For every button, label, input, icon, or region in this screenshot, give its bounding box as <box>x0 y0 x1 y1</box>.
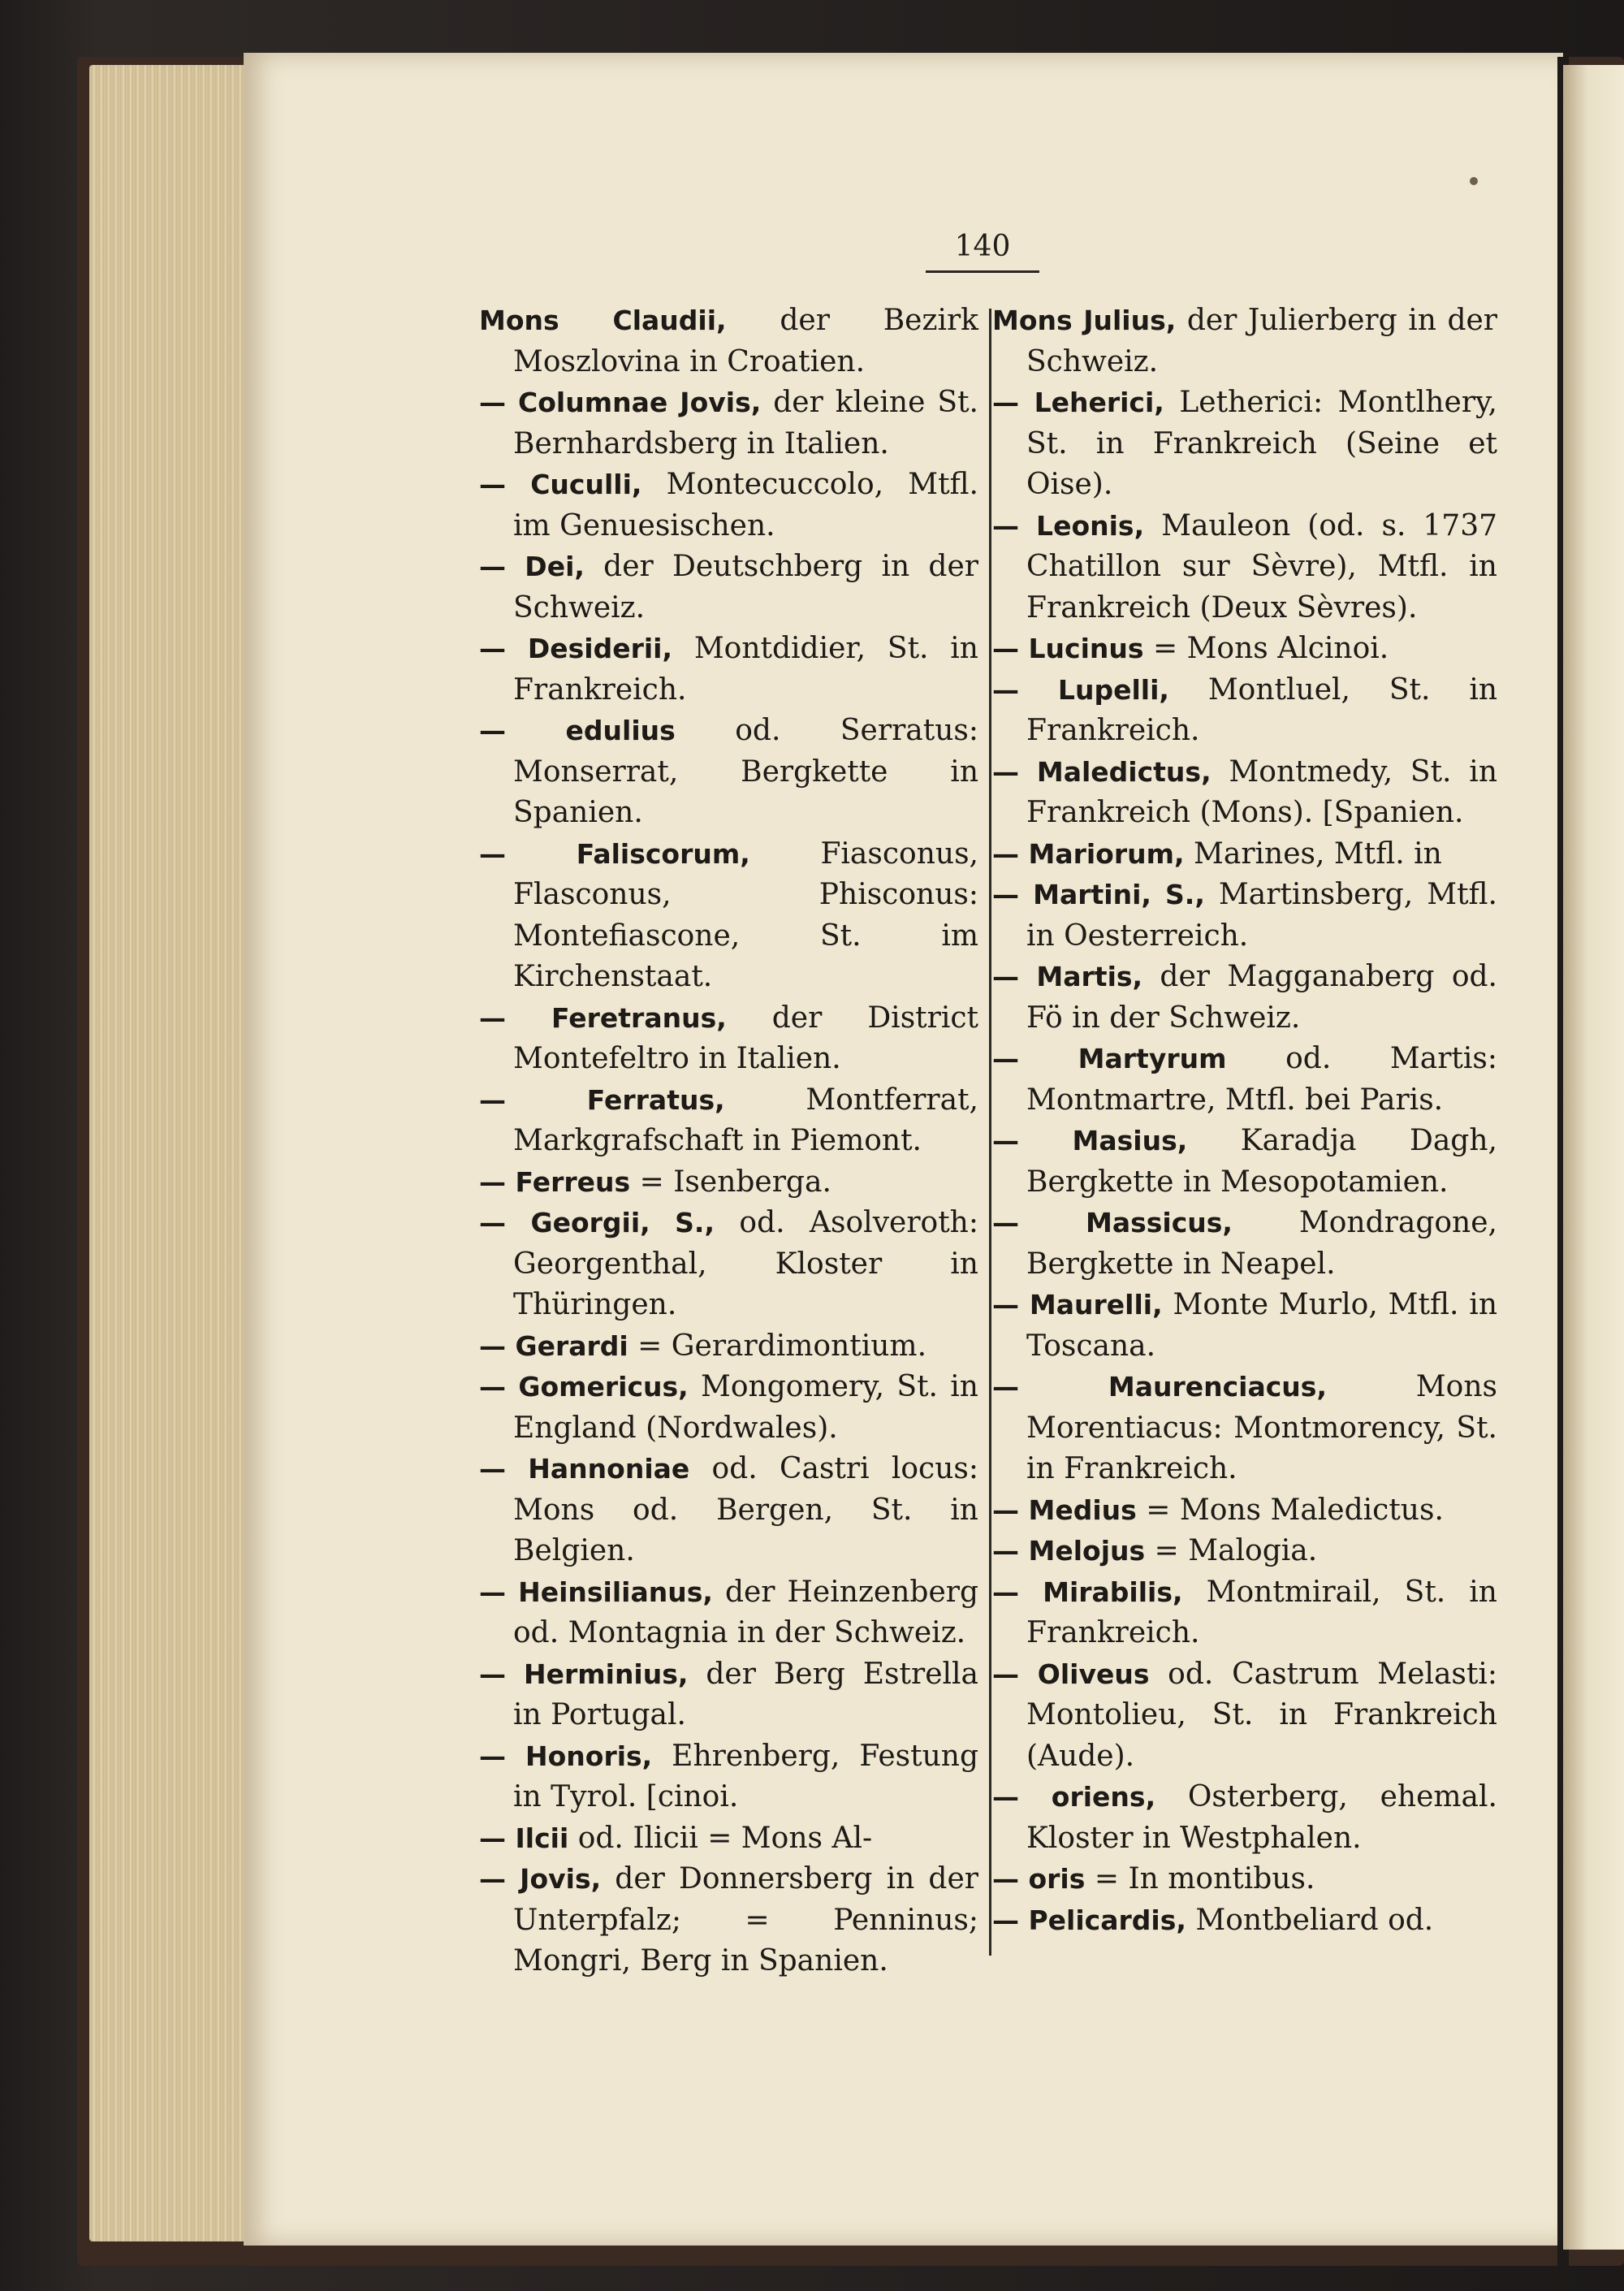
entry-headword: — Feretranus, <box>479 1001 727 1034</box>
dictionary-entry <box>479 547 978 629</box>
entry-definition: Letherici: Montlhery, St. in Frankreich (Seine et Oise). <box>1026 386 1497 501</box>
dictionary-entry <box>479 1449 978 1572</box>
entry-headword: — Martis, <box>992 961 1143 992</box>
entry-definition: Montecuccolo, Mtfl. im Genuesischen. <box>513 468 978 542</box>
entry-definition: Montferrat, Markgrafschaft in Piemont. <box>513 1083 978 1157</box>
entry-headword: — Maledictus, <box>992 755 1212 788</box>
entry-definition: der Donnersberg in der Unterpfalz; = Penninus; Mongri, Berg in Spanien. <box>513 1862 978 1978</box>
entry-headword: — Georgii, S., <box>479 1207 715 1238</box>
dictionary-entry <box>479 1654 978 1736</box>
entry-definition: Montmedy, St. in Frankreich (Mons). [Spanien. <box>1026 754 1497 829</box>
entry-definition: Karadja Dagh, Bergkette in Mesopotamien. <box>1026 1124 1497 1199</box>
entry-headword: Mons Claudii, <box>479 305 727 336</box>
dictionary-entry <box>992 300 1497 383</box>
entry-definition: der Deutschberg in der Schweiz. <box>513 550 978 625</box>
entry-definition: Ehrenberg, Festung in Tyrol. [cinoi. <box>513 1739 978 1813</box>
dictionary-entry <box>479 998 978 1080</box>
entry-headword: Mons Julius, <box>992 305 1177 336</box>
dictionary-entry <box>992 834 1497 875</box>
dictionary-entry <box>479 1367 978 1449</box>
entry-definition: der kleine St. Bernhardsberg in Italien. <box>513 386 978 460</box>
entry-headword: — Ferratus, <box>479 1083 725 1116</box>
facing-page-edge <box>1563 65 1624 2250</box>
entry-definition: der Heinzenberg od. Montagnia in der Schweiz. <box>513 1575 978 1649</box>
dictionary-entry <box>992 1654 1497 1778</box>
dictionary-entry <box>992 1039 1497 1121</box>
entry-definition: Montluel, St. in Frankreich. <box>1026 672 1498 747</box>
entry-definition: Mons Morentiacus: Montmorency, St. in Frankreich. <box>1026 1370 1497 1485</box>
dictionary-entry <box>992 1367 1497 1490</box>
entry-headword: — Mirabilis, <box>992 1576 1183 1608</box>
entry-headword: — edulius <box>479 715 676 746</box>
entry-definition: = Malogia. <box>1145 1534 1318 1567</box>
dictionary-entry <box>479 1080 978 1162</box>
entry-headword: — Melojus <box>992 1535 1146 1567</box>
entry-definition: = Gerardimontium. <box>628 1329 927 1363</box>
dictionary-entry <box>479 383 978 465</box>
entry-definition: der District Montefeltro in Italien. <box>513 1001 978 1075</box>
entry-headword: — Columnae Jovis, <box>479 387 762 418</box>
entry-definition: od. Ilicii = Mons Al- <box>568 1821 873 1855</box>
entry-definition: Montmirail, St. in Frankreich. <box>1026 1575 1497 1649</box>
entry-definition: der Berg Estrella in Portugal. <box>513 1657 978 1731</box>
entry-headword: — Martini, S., <box>992 879 1205 910</box>
entry-definition: od. Castri locus: Mons od. Bergen, St. in Belgien. <box>513 1452 978 1567</box>
page-number-rule <box>926 270 1039 273</box>
dictionary-entry <box>479 834 978 998</box>
entry-headword: — Gomericus, <box>479 1371 689 1403</box>
entry-headword: — Hannoniae <box>479 1453 690 1485</box>
entry-headword: — Leonis, <box>992 509 1145 542</box>
dictionary-entry <box>992 957 1497 1039</box>
entry-headword: — oris <box>992 1863 1086 1895</box>
column-divider <box>989 309 991 1956</box>
entry-headword: — Desiderii, <box>479 633 673 664</box>
entry-headword: — Dei, <box>479 551 585 582</box>
entry-definition: Monte Murlo, Mtfl. in Toscana. <box>1026 1288 1498 1363</box>
dictionary-entry <box>479 465 978 547</box>
dictionary-entry <box>479 711 978 834</box>
entry-definition: od. Serratus: Monserrat, Bergkette in Spanien. <box>513 714 978 829</box>
left-column <box>479 300 978 1982</box>
entry-definition: Montdidier, St. in Frankreich. <box>513 632 978 707</box>
dictionary-entry <box>992 1490 1497 1532</box>
entry-headword: — Medius <box>992 1493 1137 1526</box>
dictionary-entry <box>479 300 978 383</box>
entry-definition: Martinsberg, Mtfl. in Oesterreich. <box>1026 878 1497 953</box>
entry-headword: — Jovis, <box>479 1863 602 1895</box>
dictionary-entry <box>992 1900 1497 1942</box>
dictionary-entry <box>992 383 1497 506</box>
dictionary-entry <box>992 670 1497 752</box>
entry-headword: — Ferreus <box>479 1165 631 1198</box>
entry-definition: Fiasconus, Flasconus, Phisconus: Montefiascone, St. im Kirchenstaat. <box>513 836 978 993</box>
entry-definition: od. Martis: Montmartre, Mtfl. bei Paris. <box>1026 1042 1497 1117</box>
entry-headword: — Maurenciacus, <box>992 1371 1327 1403</box>
entry-headword: — Mariorum, <box>992 837 1185 870</box>
entry-definition: Mauleon (od. s. 1737 Chatillon sur Sèvre), Mtfl. in Frankreich (Deux Sèvres). <box>1026 508 1497 625</box>
dictionary-entry <box>992 1777 1497 1859</box>
dictionary-entry <box>992 752 1497 834</box>
entry-definition: der Julierberg in der Schweiz. <box>1026 304 1497 378</box>
entry-headword: — Herminius, <box>479 1658 689 1690</box>
entry-definition: der Bezirk Moszlovina in Croatien. <box>513 304 978 378</box>
entry-definition: od. Castrum Melasti: Montolieu, St. in Frankreich (Aude). <box>1026 1657 1497 1773</box>
entry-headword: — Honoris, <box>479 1740 653 1772</box>
dictionary-entry <box>479 1736 978 1818</box>
entry-headword: — Heinsilianus, <box>479 1576 713 1608</box>
entry-headword: — oriens, <box>992 1781 1156 1813</box>
entry-headword: — Lucinus <box>992 633 1144 664</box>
entry-headword: — Lupelli, <box>992 673 1169 706</box>
entry-definition: = Isenberga. <box>630 1165 831 1199</box>
dictionary-entry <box>992 1572 1497 1654</box>
entry-headword: — Masius, <box>992 1125 1188 1156</box>
entry-headword: — Faliscorum, <box>479 837 750 870</box>
dictionary-entry <box>479 1326 978 1368</box>
dictionary-entry <box>479 1162 978 1204</box>
ink-spot <box>1470 177 1478 185</box>
entry-headword: — Maurelli, <box>992 1289 1163 1321</box>
entry-headword: — Ilcii <box>479 1822 569 1854</box>
dictionary-entry <box>992 1203 1497 1285</box>
entry-definition: od. Asolveroth: Georgenthal, Kloster in Thüringen. <box>513 1206 978 1321</box>
dictionary-entry <box>992 1121 1497 1203</box>
dictionary-entry <box>992 1531 1497 1572</box>
entry-definition: = In montibus. <box>1085 1862 1315 1895</box>
entry-headword: — Pelicardis, <box>992 1904 1186 1936</box>
entry-headword: — Massicus, <box>992 1207 1233 1238</box>
dictionary-entry <box>479 1572 978 1654</box>
entry-headword: — Leherici, <box>992 387 1164 418</box>
dictionary-entry <box>479 1859 978 1982</box>
entry-definition: Marines, Mtfl. in <box>1184 836 1442 871</box>
entry-headword: — Gerardi <box>479 1329 628 1362</box>
dictionary-entry <box>992 1285 1497 1367</box>
entry-headword: — Cuculli, <box>479 469 642 500</box>
page-number: 140 <box>954 230 1011 263</box>
entry-definition: Mondragone, Bergkette in Neapel. <box>1026 1206 1497 1281</box>
entry-definition: Mongomery, St. in England (Nordwales). <box>513 1370 978 1445</box>
right-column <box>992 300 1497 1941</box>
dictionary-entry <box>479 1818 978 1860</box>
dictionary-entry <box>992 875 1497 957</box>
entry-definition: = Mons Alcinoi. <box>1143 632 1389 665</box>
entry-headword: — Martyrum <box>992 1043 1227 1074</box>
dictionary-entry <box>992 506 1497 629</box>
dictionary-entry <box>479 629 978 711</box>
entry-definition: der Magganaberg od. Fö in der Schweiz. <box>1026 960 1497 1035</box>
entry-headword: — Oliveus <box>992 1658 1150 1690</box>
dictionary-entry <box>479 1203 978 1326</box>
entry-definition: = Mons Maledictus. <box>1136 1493 1444 1527</box>
dictionary-entry <box>992 1859 1497 1900</box>
entry-definition: Montbeliard od. <box>1186 1903 1434 1937</box>
entry-definition: Osterberg, ehemal. Kloster in Westphalen. <box>1026 1780 1497 1855</box>
dictionary-entry <box>992 629 1497 670</box>
